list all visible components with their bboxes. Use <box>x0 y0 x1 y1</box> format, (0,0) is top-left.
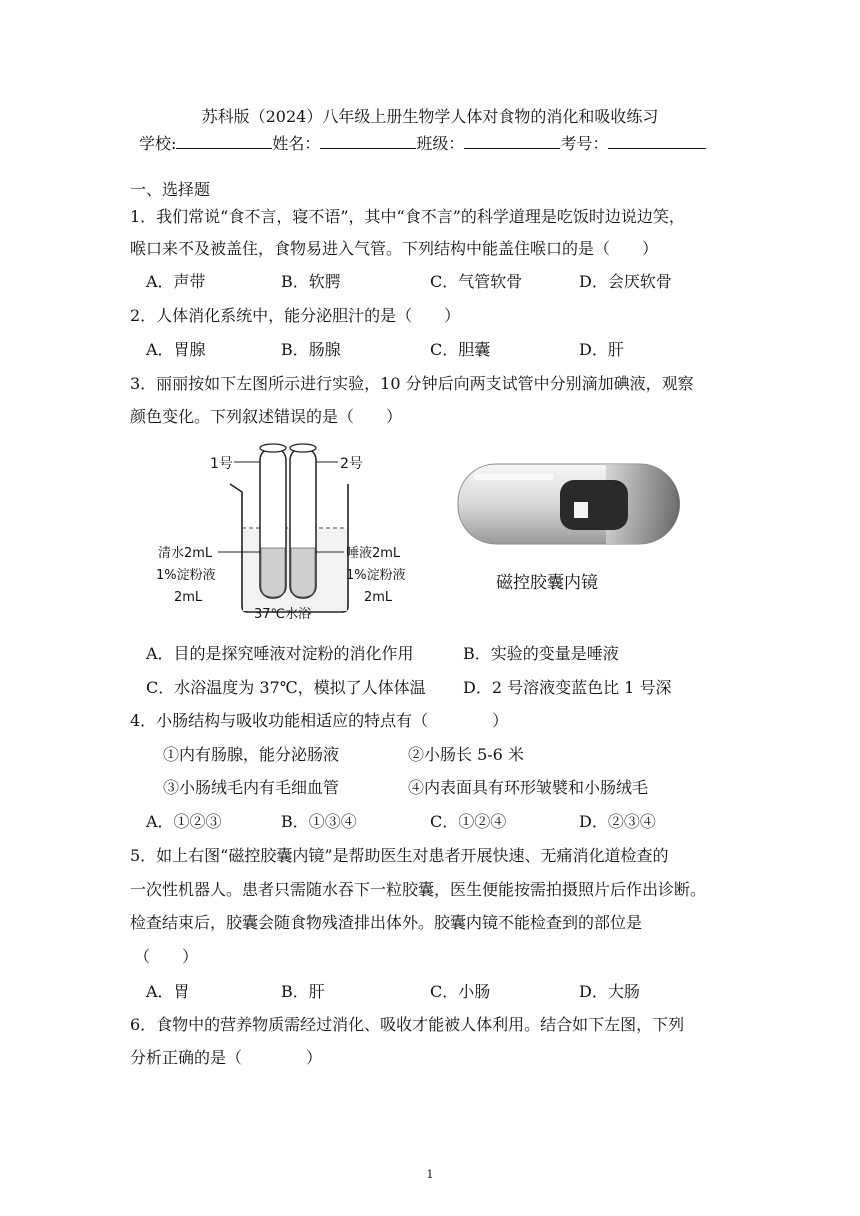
q3-option-b: B．实验的变量是唾液 <box>463 644 619 663</box>
exam-no-blank <box>608 134 706 149</box>
q5-stem-line1: 5．如上右图“磁控胶囊内镜”是帮助医生对患者开展快速、无痛消化道检查的 <box>130 846 669 865</box>
right-label-line2: 1%淀粉液 <box>346 568 406 583</box>
page-title: 苏科版（2024）八年级上册生物学人体对食物的消化和吸收练习 <box>201 107 659 126</box>
q4-option-b: B．①③④ <box>281 812 357 831</box>
name-label: 姓名： <box>272 134 321 153</box>
q3-option-a: A．目的是探究唾液对淀粉的消化作用 <box>146 644 414 663</box>
q1-stem-line2: 喉口来不及被盖住，食物易进入气管。下列结构中能盖住喉口的是（ ） <box>130 239 659 258</box>
capsule-highlight <box>474 474 554 480</box>
left-label-line2: 1%淀粉液 <box>156 568 216 583</box>
right-label-line1: 唾液2mL <box>346 546 401 561</box>
class-label: 班级： <box>416 134 465 153</box>
q5-option-c: C．小肠 <box>430 982 491 1001</box>
q4-item-4: ④内表面具有环形皱襞和小肠绒毛 <box>408 778 649 797</box>
q1-option-b: B．软腭 <box>281 272 341 291</box>
page-number: 1 <box>426 1168 434 1181</box>
q5-stem-line3: 检查结束后，胶囊会随食物残渣排出体外。胶囊内镜不能检查到的部位是 <box>130 913 643 932</box>
q2-option-a: A．胃腺 <box>146 340 206 359</box>
class-blank <box>464 134 560 149</box>
tube-2-liquid <box>291 548 315 597</box>
q5-option-b: B．肝 <box>281 982 325 1001</box>
q3-option-c: C．水浴温度为 37℃，模拟了人体体温 <box>146 678 426 697</box>
right-label-line3: 2mL <box>364 590 393 605</box>
q2-option-c: C．胆囊 <box>430 340 491 359</box>
tube-1-label: 1号 <box>210 456 233 472</box>
q6-stem-line1: 6．食物中的营养物质需经过消化、吸收才能被人体利用。结合如下左图，下列 <box>130 1015 685 1034</box>
q6-stem-line2: 分析正确的是（ ） <box>130 1048 323 1067</box>
q4-option-d: D．②③④ <box>579 812 656 831</box>
q2-option-d: D．肝 <box>579 340 624 359</box>
tube-1-mouth <box>260 444 286 452</box>
q5-option-d: D．大肠 <box>579 982 640 1001</box>
q1-option-a: A．声带 <box>146 272 206 291</box>
exam-no-label: 考号： <box>560 134 609 153</box>
q4-option-a: A．①②③ <box>146 812 222 831</box>
q5-option-a: A．胃 <box>146 982 190 1001</box>
q4-item-1: ①内有肠腺，能分泌肠液 <box>163 745 340 764</box>
q4-option-c: C．①②④ <box>430 812 507 831</box>
left-label-line1: 清水2mL <box>158 546 213 561</box>
camera-module <box>560 480 628 530</box>
school-label: 学校: <box>139 134 177 153</box>
school-blank <box>176 134 272 149</box>
tube-2-label: 2号 <box>340 456 363 472</box>
water-bath-label: 37℃水浴 <box>254 607 312 622</box>
q2-option-b: B．肠腺 <box>281 340 341 359</box>
q4-stem-line1: 4．小肠结构与吸收功能相适应的特点有（ ） <box>130 711 509 730</box>
name-blank <box>320 134 416 149</box>
q1-option-d: D．会厌软骨 <box>579 272 672 291</box>
q5-stem-line4: （ ） <box>134 947 199 966</box>
capsule-caption: 磁控胶囊内镜 <box>496 573 598 593</box>
q3-stem-line1: 3．丽丽按如下左图所示进行实验，10 分钟后向两支试管中分别滴加碘液，观察 <box>130 374 694 393</box>
q5-stem-line2: 一次性机器人。患者只需随水吞下一粒胶囊，医生便能按需拍摄照片后作出诊断。 <box>130 880 707 899</box>
test-tube-experiment-figure <box>150 436 430 626</box>
q4-item-3: ③小肠绒毛内有毛细血管 <box>163 778 340 797</box>
tube-2-mouth <box>290 444 316 452</box>
student-info-line <box>139 131 706 154</box>
section-title: 一、选择题 <box>130 180 211 199</box>
q2-stem-line1: 2．人体消化系统中，能分泌胆汁的是（ ） <box>130 306 461 325</box>
tube-1-liquid <box>261 548 285 597</box>
capsule-endoscope-figure <box>456 460 682 600</box>
q4-item-2: ②小肠长 5-6 米 <box>408 745 524 764</box>
q3-stem-line2: 颜色变化。下列叙述错误的是（ ） <box>130 407 403 426</box>
left-label-line3: 2mL <box>174 590 203 605</box>
q3-option-d: D．2 号溶液变蓝色比 1 号深 <box>463 678 672 697</box>
q1-stem-line1: 1．我们常说“食不言，寝不语”，其中“食不言”的科学道理是吃饭时边说边笑， <box>130 207 685 226</box>
q1-option-c: C．气管软骨 <box>430 272 523 291</box>
camera-lens <box>574 502 588 518</box>
